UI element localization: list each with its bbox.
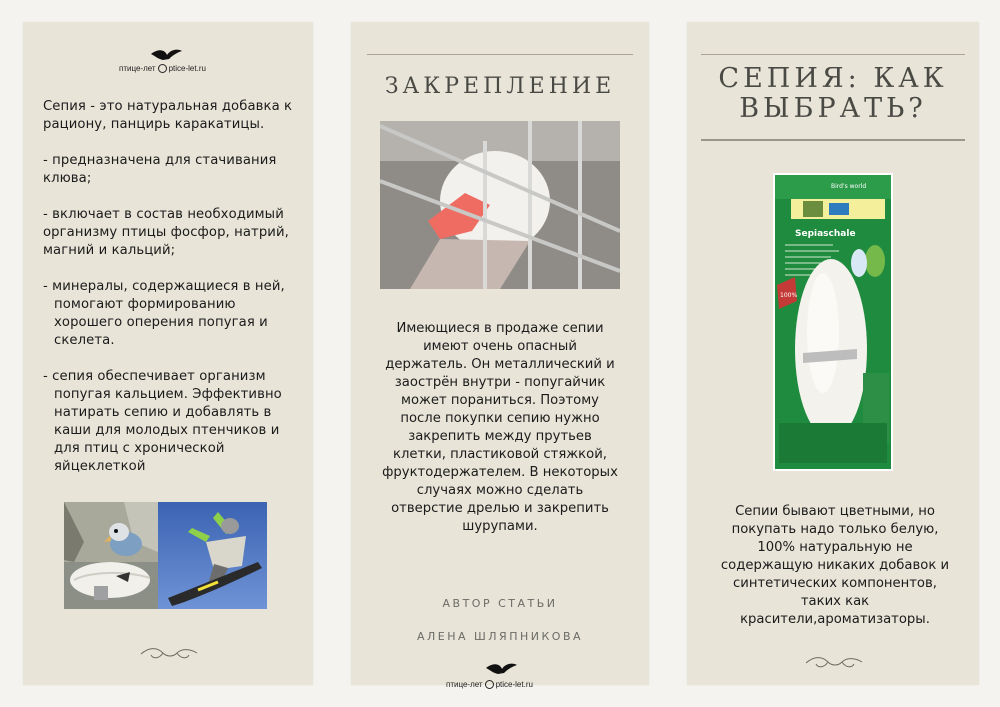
site-logo-bottom[interactable]	[446, 664, 556, 690]
top-divider	[701, 54, 965, 55]
logo-text-right: ptice-let.ru	[168, 64, 206, 73]
middle-panel	[351, 22, 649, 689]
title-line-2: ВЫБРАТЬ?	[739, 93, 927, 124]
intro-text	[43, 98, 303, 494]
right-panel	[687, 22, 979, 685]
top-divider	[367, 54, 633, 55]
paragraph-calcium: - сепия обеспечивает организм попугая кальцием. Эффективно натирать сепию и добавлять в каши для молодых птенчиков и для птиц с хронической яйцеклеткой	[43, 369, 282, 474]
left-panel	[23, 22, 313, 685]
site-logo[interactable]	[119, 52, 219, 78]
budgie-photo	[64, 502, 158, 609]
title-underline	[701, 139, 965, 141]
snowboarder-photo	[158, 502, 267, 609]
choose-text: Сепии бывают цветными, но покупать надо только белую, 100% натуральную не содержащую никаких добавок и синтетических компонентов, таких как красители,ароматизаторы.	[720, 504, 950, 627]
title-line-1: СЕПИЯ: КАК	[718, 63, 948, 94]
logo-text-right: ptice-let.ru	[495, 680, 533, 689]
author-name: АЛЕНА ШЛЯПНИКОВА	[416, 630, 584, 643]
flourish-ornament-icon	[804, 654, 864, 670]
section-title-fastening: ЗАКРЕПЛЕНИЕ	[384, 74, 616, 99]
bird-logo-icon	[149, 46, 183, 66]
package-badge: 100%	[780, 292, 798, 299]
sepia-package-photo	[773, 173, 893, 471]
paragraph-beak: - предназначена для стачивания клюва;	[43, 153, 277, 186]
paragraph-intro: Сепия - это натуральная добавка к рациону, панцирь каракатицы.	[43, 99, 293, 132]
flourish-ornament-icon	[139, 645, 199, 661]
section-title-choose	[687, 64, 979, 124]
paragraph-minerals: - включает в состав необходимый организму птицы фосфор, натрий, магний и кальций;	[43, 207, 289, 258]
fastening-text: Имеющиеся в продаже сепии имеют очень опасный держатель. Он металлический и заострён внутри - попугайчик может пораниться. Поэтому после покупки сепию нужно закрепить между прутьев клетки, пластиковой стяжкой, фруктодержателем. В некоторых случаях можно сделать отверстие дрелью и закрепить шурупами.	[382, 321, 618, 534]
clock-icon	[485, 680, 494, 689]
author-label: АВТОР СТАТЬИ	[442, 597, 558, 610]
bird-logo-icon	[482, 660, 520, 680]
logo-text-left: птице-лет	[446, 680, 483, 689]
logo-text-left: птице-лет	[119, 64, 156, 73]
package-brand: Bird's world	[831, 183, 867, 190]
clock-icon	[158, 64, 167, 73]
cage-holder-photo	[380, 121, 620, 289]
paragraph-plumage: - минералы, содержащиеся в ней, помогают формированию хорошего оперения попугая и скелета.	[43, 279, 285, 348]
package-product: Sepiaschale	[795, 229, 856, 239]
